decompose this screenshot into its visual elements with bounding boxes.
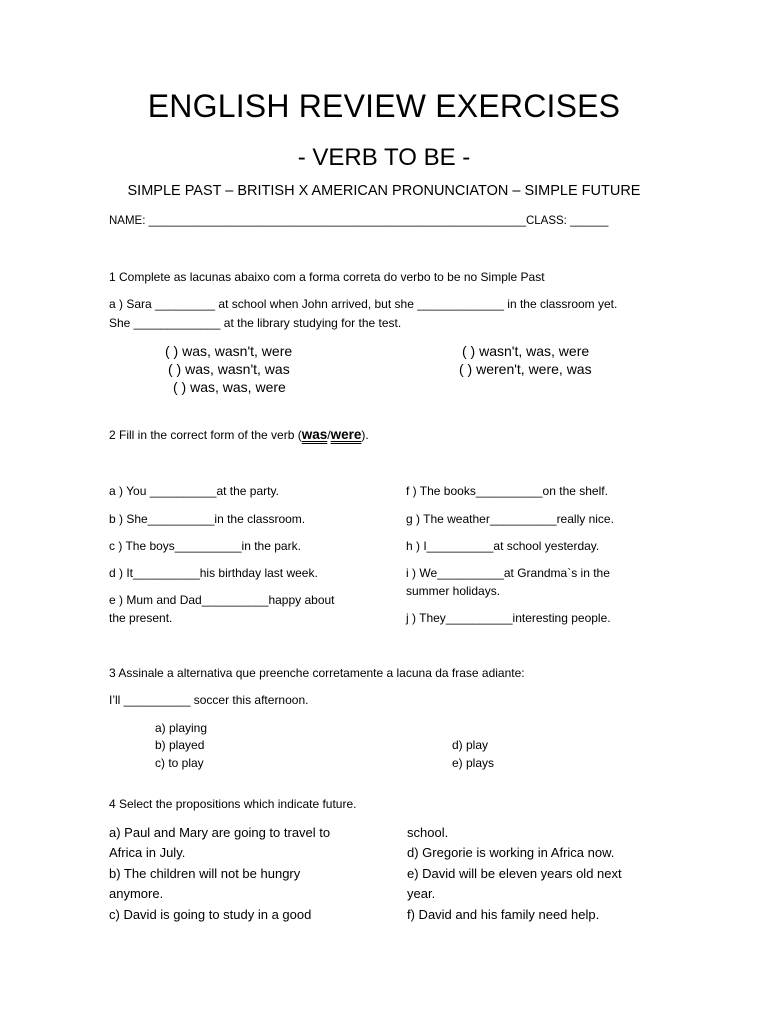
q2-item: j ) They__________interesting people.	[406, 611, 611, 625]
q3-option: c) to play	[155, 756, 204, 770]
q2-prompt-end: ).	[361, 428, 369, 442]
q2-item: f ) The books__________on the shelf.	[406, 484, 608, 498]
q1-prompt: 1 Complete as lacunas abaixo com a forma correta do verbo to be no Simple Past	[109, 270, 545, 284]
q2-prompt-was: was	[301, 427, 328, 442]
q2-prompt	[109, 427, 369, 442]
q1-option: ( ) was, wasn't, was	[168, 361, 290, 377]
q2-item: c ) The boys__________in the park.	[109, 539, 301, 553]
q2-prompt-text: 2 Fill in the correct form of the verb (	[109, 428, 302, 442]
q1-text-line: She _____________ at the library studying for the test.	[109, 316, 402, 330]
q4-line: f) David and his family need help.	[407, 907, 600, 922]
page-subtitle: - VERB TO BE -	[297, 144, 471, 171]
q2-item-continued: the present.	[109, 611, 173, 625]
q2-item: e ) Mum and Dad__________happy about	[109, 593, 335, 607]
q1-option: ( ) wasn't, was, were	[462, 343, 590, 359]
q2-item: b ) She__________in the classroom.	[109, 512, 306, 526]
q4-line: b) The children will not be hungry	[109, 866, 301, 881]
q4-line: anymore.	[109, 886, 164, 901]
q2-item: i ) We__________at Grandma`s in the	[406, 566, 610, 580]
q2-item: h ) I__________at school yesterday.	[406, 539, 600, 553]
q1-option: ( ) was, wasn't, were	[165, 343, 293, 359]
q2-item: d ) It__________his birthday last week.	[109, 566, 318, 580]
name-class-line: NAME: ___________________________________________________________CLASS: ______	[109, 215, 609, 227]
q4-line: a) Paul and Mary are going to travel to	[109, 825, 331, 840]
q4-line: d) Gregorie is working in Africa now.	[407, 845, 615, 860]
q2-item-continued: summer holidays.	[406, 584, 501, 598]
topics-line: SIMPLE PAST – BRITISH X AMERICAN PRONUNCIATON – SIMPLE FUTURE	[127, 183, 641, 199]
q1-text-line: a ) Sara _________ at school when John arrived, but she _____________ in the classroom yet.	[109, 297, 618, 311]
q3-prompt: 3 Assinale a alternativa que preenche corretamente a lacuna da frase adiante:	[109, 666, 525, 680]
page-title: ENGLISH REVIEW EXERCISES	[147, 88, 621, 124]
q4-line: Africa in July.	[109, 845, 186, 860]
q3-option: e) plays	[452, 756, 495, 770]
q4-line: school.	[407, 825, 449, 840]
q1-option: ( ) was, was, were	[173, 379, 286, 395]
q2-prompt-were: were	[330, 427, 362, 442]
q2-item: g ) The weather__________really nice.	[406, 512, 614, 526]
q3-option: a) playing	[155, 721, 208, 735]
q3-sentence: I’ll __________ soccer this afternoon.	[109, 693, 309, 707]
q4-line: e) David will be eleven years old next	[407, 866, 622, 881]
q2-prompt-slash: /	[327, 428, 331, 442]
q4-prompt: 4 Select the propositions which indicate future.	[109, 797, 357, 811]
q3-option: b) played	[155, 738, 205, 752]
q4-line: c) David is going to study in a good	[109, 907, 312, 922]
q1-option: ( ) weren't, were, was	[459, 361, 592, 377]
q2-item: a ) You __________at the party.	[109, 484, 279, 498]
q3-option: d) play	[452, 738, 489, 752]
q4-line: year.	[407, 886, 436, 901]
